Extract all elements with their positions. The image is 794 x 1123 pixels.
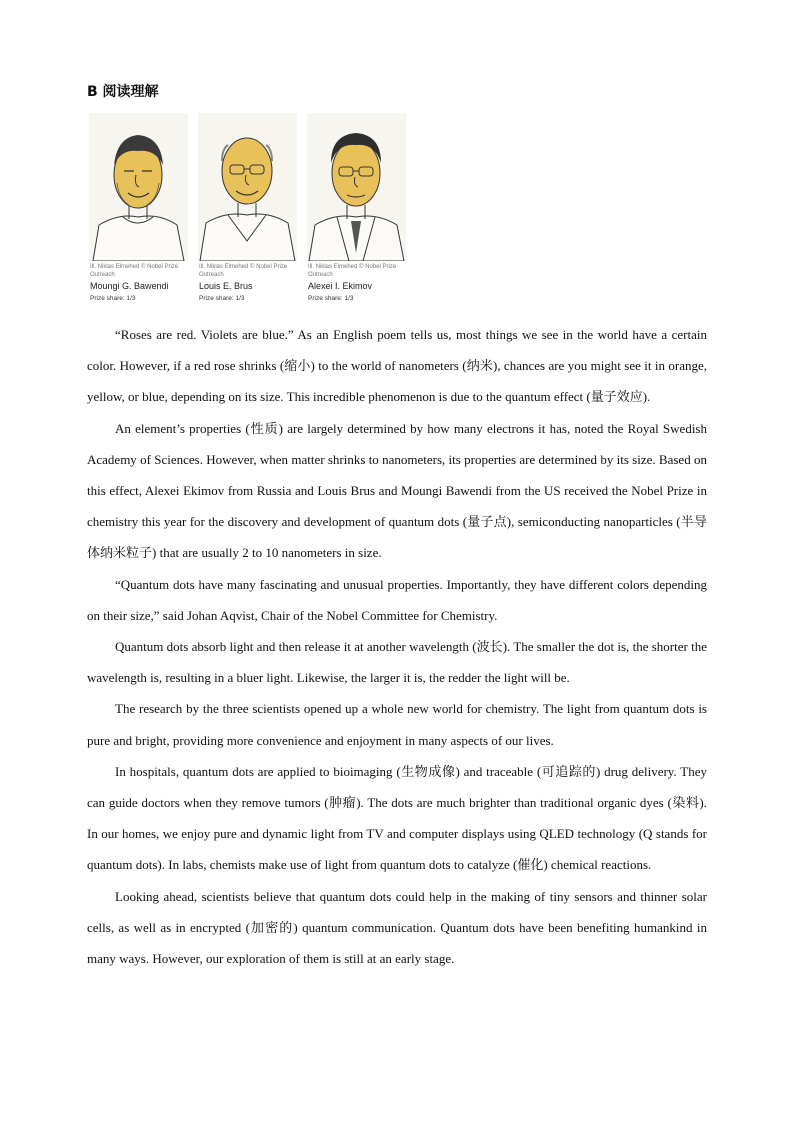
laureate-portraits: [89, 113, 409, 308]
laureate-card: [198, 113, 297, 308]
laureate-name: Moungi G. Bawendi: [90, 281, 169, 291]
paragraph: An element’s properties (性质) are largely determined by how many electrons it has, noted the Royal Swedish Academy of Sciences. However, when matter shrinks to nanometers, its properties are determined by its size. Based on this effect, Alexei Ekimov from Russia and Louis Brus and Moungi Bawendi from the US received the Nobel Prize in chemistry this year for the discovery and development of quantum dots (量子点), semiconducting nanoparticles (半导体纳米粒子) that are usually 2 to 10 nanometers in size.: [87, 420, 707, 561]
illustration-credit: Ill. Niklas Elmehed © Nobel Prize Outreach: [90, 264, 179, 278]
paragraph: “Quantum dots have many fascinating and unusual properties. Importantly, they have different colors depending on their size,” said Johan Aqvist, Chair of the Nobel Committee for Chemistry.: [87, 576, 707, 623]
laureate-name: Alexei I. Ekimov: [308, 281, 373, 291]
paragraph: The research by the three scientists opened up a whole new world for chemistry. The light from quantum dots is pure and bright, providing more convenience and enjoyment in many aspects of our lives.: [87, 701, 707, 748]
reading-passage: [87, 319, 707, 974]
paragraph: “Roses are red. Violets are blue.” As an English poem tells us, most things we see in the world have a certain color. However, if a red rose shrinks (缩小) to the world of nanometers (纳米), chances are you might see it in orange, yellow, or blue, depending on its size. This incredible phenomenon is due to the quantum effect (量子效应).: [87, 327, 707, 405]
section-title: B 阅读理解: [87, 84, 159, 100]
illustration-credit: Ill. Niklas Elmehed © Nobel Prize Outreach: [199, 264, 288, 278]
laureate-name: Louis E. Brus: [199, 281, 253, 291]
paragraph: Looking ahead, scientists believe that quantum dots could help in the making of tiny sensors and thinner solar cells, as well as in encrypted (加密的) quantum communication. Quantum dots have been benefiting humankind in many ways. However, our exploration of them is still at an early stage.: [87, 888, 707, 967]
prize-share: Prize share: 1/3: [199, 295, 245, 302]
illustration-credit: Ill. Niklas Elmehed © Nobel Prize Outreach: [308, 264, 397, 278]
paragraph: Quantum dots absorb light and then release it at another wavelength (波长). The smaller the dot is, the shorter the wavelength is, resulting in a bluer light. Likewise, the larger it is, the redder the light will be.: [87, 639, 707, 686]
laureate-card: [89, 113, 188, 308]
portrait-illustration: [198, 113, 297, 261]
laureate-card: [307, 113, 406, 308]
prize-share: Prize share: 1/3: [308, 295, 354, 302]
portrait-illustration: [307, 113, 406, 261]
portrait-illustration: [89, 113, 188, 261]
prize-share: Prize share: 1/3: [90, 295, 136, 302]
paragraph: In hospitals, quantum dots are applied to bioimaging (生物成像) and traceable (可追踪的) drug delivery. They can guide doctors when they remove tumors (肿瘤). The dots are much brighter than traditional organic dyes (染料). In our homes, we enjoy pure and dynamic light from TV and computer displays using QLED technology (Q stands for quantum dots). In labs, chemists make use of light from quantum dots to catalyze (催化) chemical reactions.: [87, 763, 707, 873]
